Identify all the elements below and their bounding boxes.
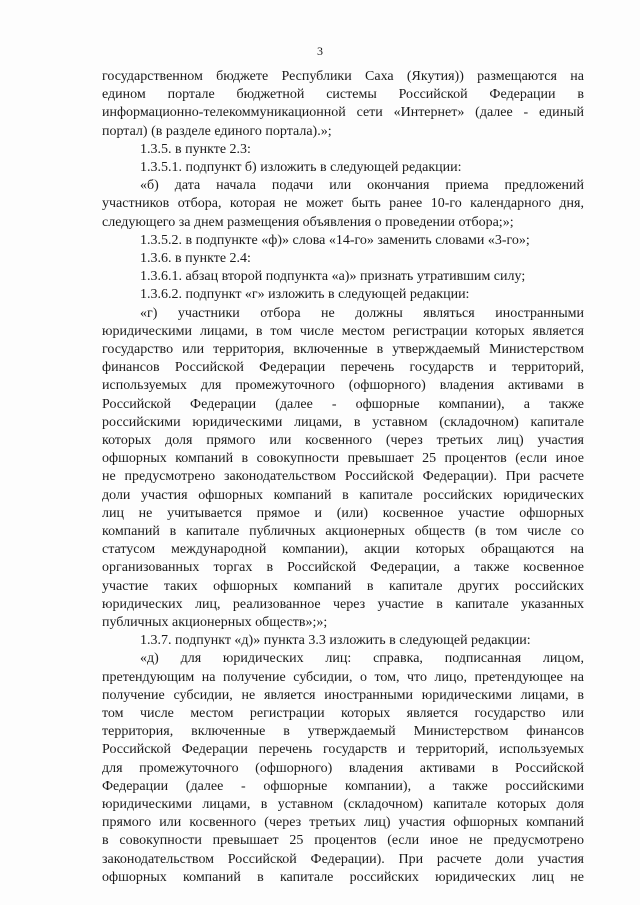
text-line: Российской Федерации (далее - офшорные компании), а также bbox=[102, 396, 584, 412]
text-line: «д) для юридических лиц: справка, подписанная лицом, bbox=[140, 651, 584, 667]
text-line: которых доля прямого или косвенного (через третьих лиц) участия bbox=[102, 433, 584, 448]
text-line: портал) (в разделе единого портала).»; bbox=[102, 123, 332, 139]
text-line: получение субсидии, не является иностранными юридическими лицами, в bbox=[102, 687, 584, 703]
text-line: информационно-телекоммуникационной сети «Интернет» (далее - единый bbox=[102, 105, 584, 121]
text-line: в совокупности превышает 25 процентов (если иное не предусмотрено bbox=[102, 833, 584, 849]
text-line: «б) дата начала подачи или окончания приема предложений bbox=[140, 178, 584, 194]
text-line: 1.3.5.1. подпункт б) изложить в следующей редакции: bbox=[140, 160, 462, 175]
text-line: 1.3.6.2. подпункт «г» изложить в следующей редакции: bbox=[140, 287, 470, 303]
text-line: организованных торгах в Российской Федерации, а также косвенное bbox=[102, 560, 584, 576]
text-line: для промежуточного (офшорного) владения активами в Российской bbox=[102, 760, 584, 776]
text-line: участников отбора, которая не может быть ранее 10-го календарного дня, bbox=[102, 196, 584, 212]
text-line: лиц не учитывается прямое и (или) косвенное участие офшорных bbox=[102, 505, 584, 521]
text-line: российскими юридическими лицами, в уставном (складочном) капитале bbox=[102, 414, 584, 430]
text-line: Федерации (далее - офшорные компании), а также российскими bbox=[102, 778, 584, 794]
text-line: юридических лиц, реализованное через участие в капитале указанных bbox=[102, 596, 584, 612]
text-line: 1.3.7. подпункт «д)» пункта 3.3 изложить в следующей редакции: bbox=[140, 633, 531, 649]
text-line: статусом международной компании), акции которых обращаются на bbox=[102, 542, 584, 558]
text-line: юридическими лицами, в том числе местом регистрации которых является bbox=[102, 323, 584, 339]
text-line: 1.3.5.2. в подпункте «ф)» слова «14-го» заменить словами «3-го»; bbox=[140, 232, 530, 248]
text-line: претендующим на получение субсидии, о том, что лицо, претендующее на bbox=[102, 669, 584, 685]
text-line: территория, включенные в утверждаемый Министерством финансов bbox=[102, 724, 584, 740]
text-line: Российской Федерации перечень государств и территорий, используемых bbox=[102, 742, 584, 758]
text-line: следующего за днем размещения объявления о проведении отбора;»; bbox=[102, 214, 514, 230]
text-line: офшорных компаний в совокупности превышает 25 процентов (если иное bbox=[102, 451, 584, 467]
text-line: юридическими лицами, в уставном (складочном) капитале которых доля bbox=[102, 797, 584, 812]
text-line: 1.3.6.1. абзац второй подпункта «а)» признать утратившим силу; bbox=[140, 269, 526, 285]
text-line: публичных акционерных обществ»;»; bbox=[102, 615, 328, 630]
page-number: 3 bbox=[317, 44, 323, 58]
text-line: доли участия офшорных компаний в капитале российских юридических bbox=[102, 487, 584, 503]
text-line: государственном бюджете Республики Саха (Якутия)) размещаются на bbox=[102, 69, 584, 84]
text-line: едином портале бюджетной системы Российской Федерации в bbox=[102, 87, 584, 103]
text-line: 1.3.6. в пункте 2.4: bbox=[140, 251, 251, 266]
text-line: участие таких офшорных компаний в капитале других российских bbox=[102, 578, 584, 594]
text-line: офшорных компаний в капитале российских юридических лиц не bbox=[102, 869, 584, 885]
text-line: государство или территория, включенные в утверждаемый Министерством bbox=[102, 342, 584, 357]
text-line: финансов Российской Федерации перечень государств и территорий, bbox=[102, 360, 584, 376]
text-line: прямого или косвенного (через третьих лиц) участия офшорных компаний bbox=[102, 815, 584, 831]
text-line: не предусмотрено законодательством Российской Федерации). При расчете bbox=[102, 469, 584, 485]
text-line: законодательством Российской Федерации). При расчете доли участия bbox=[102, 851, 584, 867]
text-line: используемых для промежуточного (офшорного) владения активами в bbox=[102, 378, 584, 394]
text-line: том числе местом регистрации которых является государство или bbox=[102, 706, 584, 721]
text-line: «г) участники отбора не должны являться иностранными bbox=[140, 305, 584, 321]
text-line: компаний в капитале публичных акционерных обществ (в том числе со bbox=[102, 524, 584, 539]
text-line: 1.3.5. в пункте 2.3: bbox=[140, 141, 251, 157]
